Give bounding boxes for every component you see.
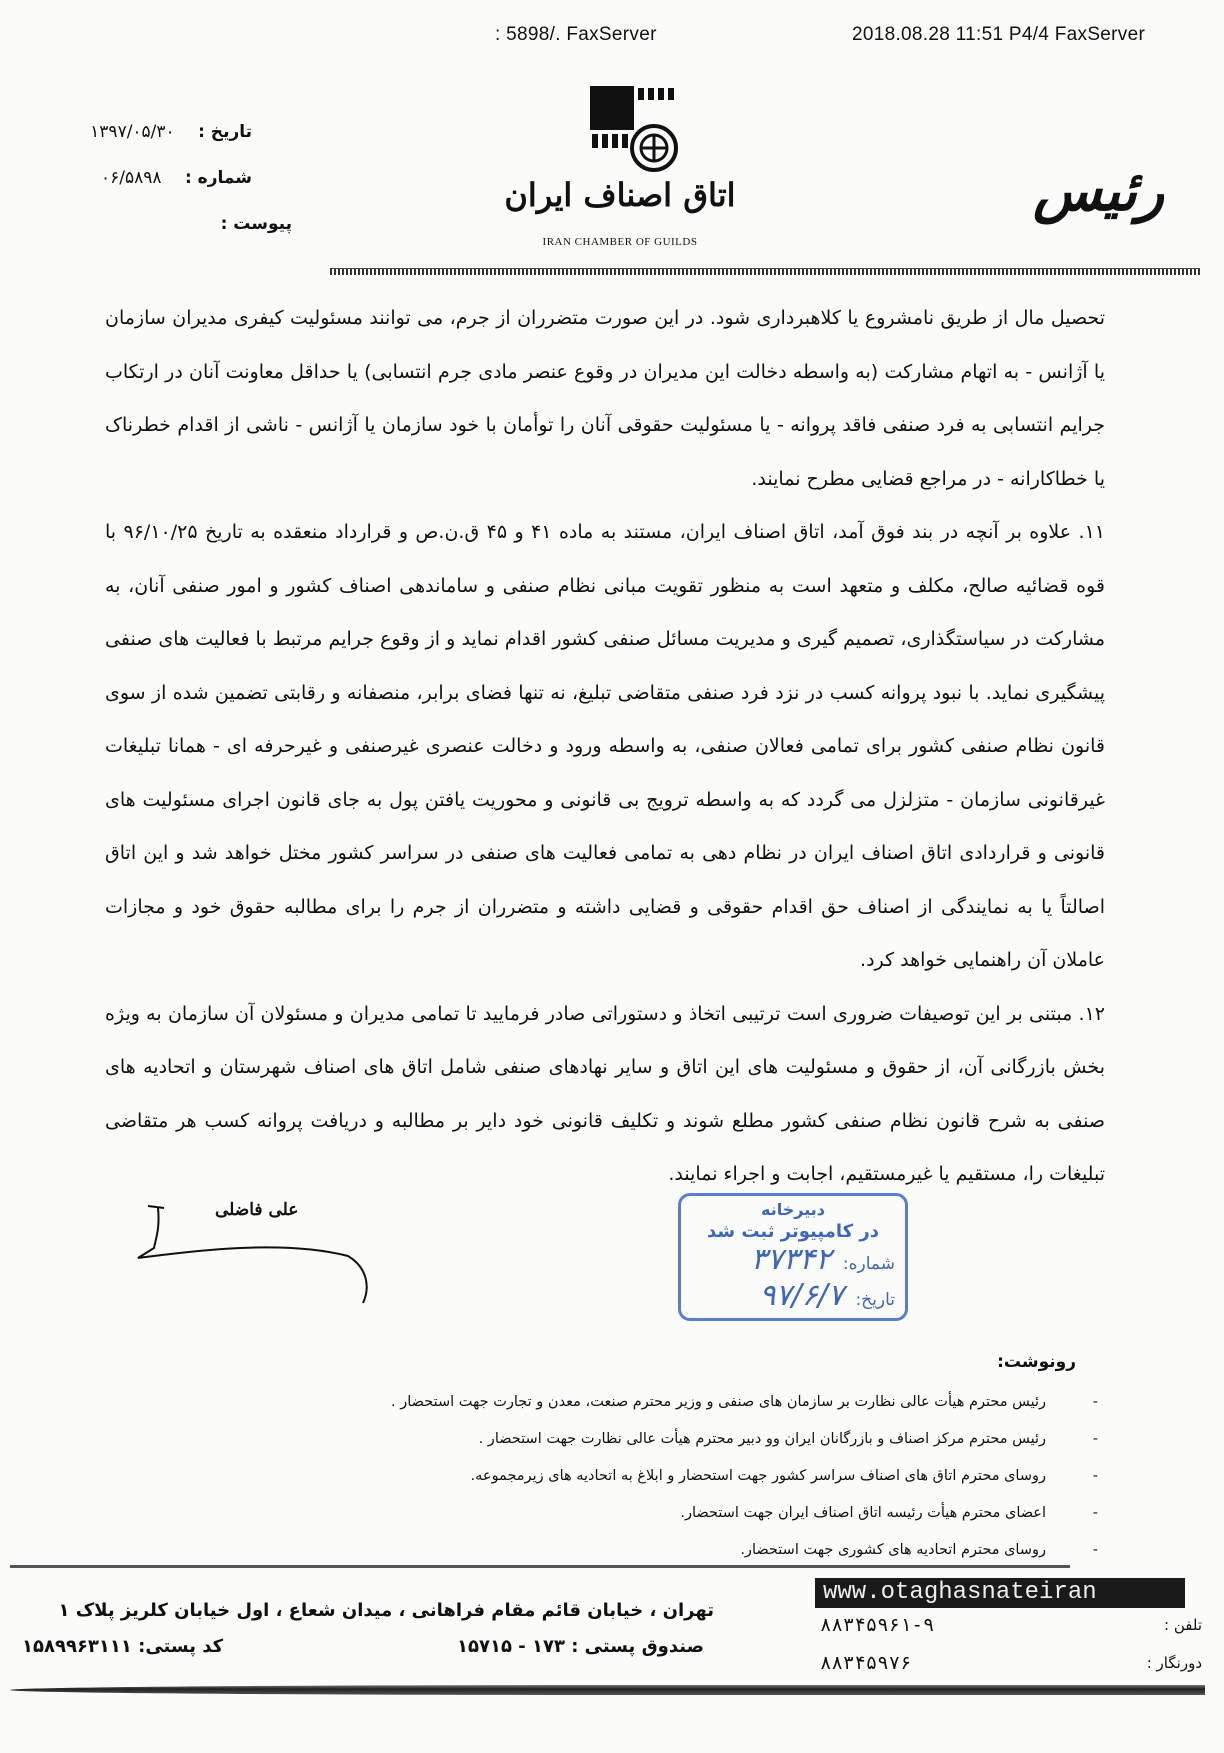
stamp-number-label: شماره: [842,1254,895,1274]
org-name-fa: اتاق اصناف ایران [504,176,736,214]
cc-item: - رئیس محترم مرکز اصناف و بازرگانان ایران وو دبیر محترم هیأت عالی نظارت جهت استحضار . [478,1431,1098,1447]
stamp-line-registered: در کامپیوتر ثبت شد [707,1221,879,1242]
footer-bottom-bar [10,1685,1205,1695]
phone-value: ۸۸۳۴۵۹۶۱-۹ [820,1614,935,1636]
footer-postal-code: کد پستی: ۱۵۸۹۹۶۳۱۱۱ [22,1636,224,1657]
handwritten-signature [118,1198,378,1312]
date-value: ۱۳۹۷/۰۵/۳۰ [90,122,175,142]
number-value: ۰۶/۵۸۹۸ [101,168,162,188]
stamp-date-value: ۹۷/۶/۷ [759,1278,845,1313]
cc-item: - اعضای محترم هیأت رئیسه اتاق اصناف ایران جهت استحضار. [680,1505,1098,1521]
gear-logo-icon [590,86,682,178]
date-row [90,122,252,142]
fax-header-right: 2018.08.28 11:51 P4/4 FaxServer [852,24,1146,45]
header-divider [330,268,1200,275]
paragraph-12: ۱۲. مبتنی بر این توصیفات ضروری است ترتیبی اتخاذ و دستوراتی صادر فرمایید تا تمامی مدیران و مسئولان آن سازمان به ویژه بخش بازرگانی آن، از حقوق و مسئولیت های این اتاق و سایر نهادهای صنفی شامل اتاق های اصناف شهرستان و اتحادیه های صنفی به شرح قانون نظام صنفی کشور مطلع شوند و تکلیف قانونی خود دایر بر مطالبه و دریافت پروانه کسب هر متقاضی تبلیغات را، مستقیم یا غیرمستقیم، اجابت و اجراء نمایند. [105,1002,1105,1185]
cc-item: - روسای محترم اتاق های اصناف سراسر کشور جهت استحضار و ابلاغ به اتحادیه های زیرمجموعه. [470,1468,1098,1484]
stamp-number-row [681,1244,905,1280]
stamp-number-value: ۳۷۳۴۲ [750,1242,832,1277]
letter-body [105,292,1105,1202]
paragraph-10-continued: تحصیل مال از طریق نامشروع یا کلاهبرداری شود. در این صورت متضرران از جرم، می توانند مسئولیت کیفری مدیران سازمان یا آژانس - به اتهام مشارکت (به واسطه دخالت این مدیران در وقوع عنصر مادی جرم انتسابی) یا حداقل معاونت آنان در ارتکاب جرایم انتسابی به فرد صنفی فاقد پروانه - یا مسئولیت حقوقی آنان را توأمان با خود سازمان یا آژانس - ناشی از اقدام خطرناک یا خطاکارانه - در مراجع قضایی مطرح نمایند. [105,307,1105,490]
phone-label: تلفن : [1164,1616,1202,1634]
cc-list [134,1384,1098,1569]
footer-address-line1: تهران ، خیابان قائم مقام فراهانی ، میدان شعاع ، اول خیابان کلریز پلاک ۱ [58,1600,714,1621]
website-url: www.otaghasnateiran [815,1578,1185,1608]
attachment-label: پیوست : [220,214,292,234]
stamp-date-row [681,1280,905,1316]
cc-item: - رئیس محترم هیأت عالی نظارت بر سازمان های صنفی و وزیر محترم صنعت، معدن و تجارت جهت استحضار . [391,1394,1098,1410]
cc-item: - روسای محترم اتحادیه های کشوری جهت استحضار. [740,1542,1098,1558]
number-row [101,168,252,188]
rayis-heading: رئیس [1033,158,1164,224]
number-label: شماره : [184,168,252,188]
fax-header-left: : 5898/. FaxServer [495,24,657,45]
attachment-row [221,214,292,234]
stamp-date-label: تاریخ: [855,1290,895,1310]
registration-stamp [678,1193,908,1321]
cc-title: رونوشت: [997,1352,1076,1372]
paragraph-11: ۱۱. علاوه بر آنچه در بند فوق آمد، اتاق اصناف ایران، مستند به ماده ۴۱ و ۴۵ ق.ن.ص و قرارداد منعقده به تاریخ ۹۶/۱۰/۲۵ با قوه قضائیه صالح، مکلف و متعهد است به منظور تقویت مبانی نظام صنفی و ساماندهی اصناف کشور و امور صنفی آنان، به مشارکت در سیاستگذاری، تصمیم گیری و مدیریت مسائل صنفی کشور اقدام نماید و از وقوع جرایم مرتبط با فعالیت های صنفی پیشگیری نماید. با نبود پروانه کسب در نزد فرد صنفی متقاضی تبلیغ، نه تنها فضای برابر، منصفانه و رقابتی تضمین شده از سوی قانون نظام صنفی کشور برای تمامی فعالان صنفی، به واسطه ورود و دخالت عنصری غیرصنفی و غیرحرفه ای - همانا تبلیغات غیرقانونی سازمان - متزلزل می گردد که به واسطه ترویج بی قانونی و محوریت یافتن پول به جای قانون اجرای مسئولیت های قانونی و قراردادی اتاق اصناف ایران در نظام دهی به تمامی فعالیت های صنفی در سراسر کشور مختل خواهد شد و این اتاق اصالتاً یا به نمایندگی از اصناف حق اقدام حقوقی و قضایی داشته و متضرران از جرم را برای مطالبه حقوق خود و مجازات عاملان آن راهنمایی خواهد کرد. [105,521,1105,971]
fax-label: دورنگار : [1146,1654,1202,1672]
guild-logo [590,86,682,178]
footer-postbox: صندوق پستی : ۱۷۳ - ۱۵۷۱۵ [457,1636,704,1657]
footer-divider [10,1565,1070,1568]
signatory-name: علی فاضلی [215,1200,299,1220]
fax-value: ۸۸۳۴۵۹۷۶ [820,1652,912,1674]
org-name-en: IRAN CHAMBER OF GUILDS [542,236,698,248]
stamp-line-secretariat: دبیرخانه [761,1200,825,1219]
date-label: تاریخ : [198,122,252,142]
